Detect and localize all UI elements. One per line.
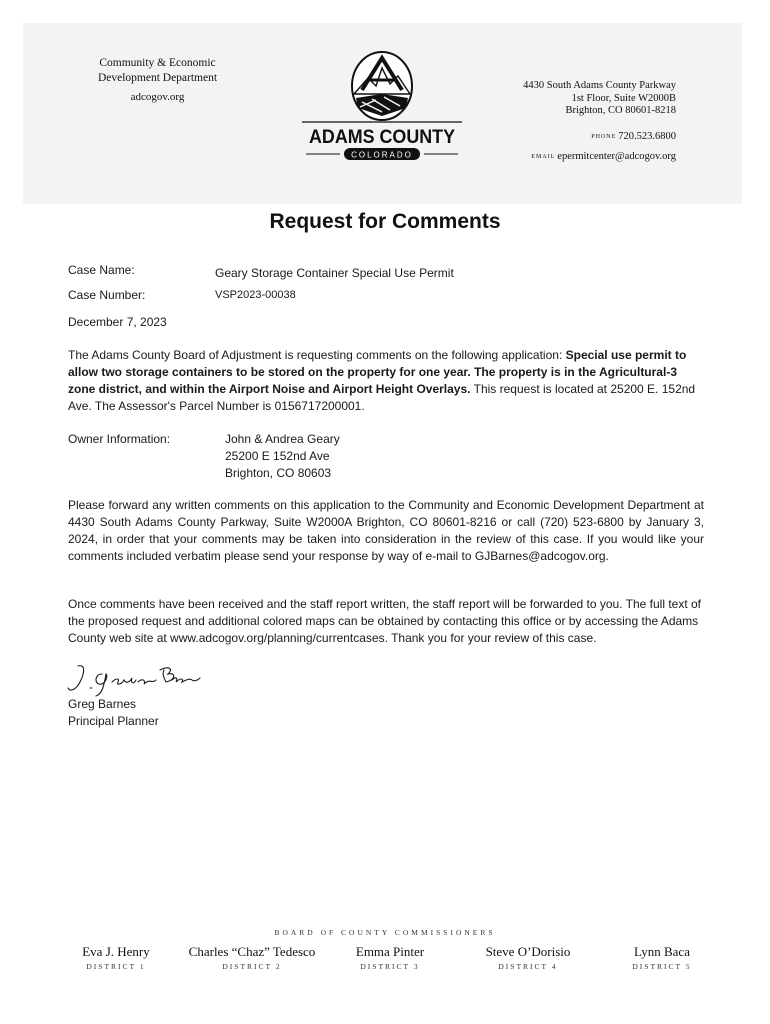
department-block [75,56,240,105]
commissioner-5 [612,944,712,971]
signer-name: Greg Barnes [68,697,137,711]
request-intro: The Adams County Board of Adjustment is requesting comments on the following application: [68,348,566,362]
phone-line [470,131,676,144]
owner-city: Brighton, CO 80603 [225,466,332,480]
case-number-value: VSP2023-00038 [215,289,296,301]
owner-address [225,431,340,482]
phone-number: 720.523.6800 [618,130,676,142]
adams-county-logo [302,50,462,162]
forward-paragraph: Please forward any written comments on this application to the Community and Economic Development Department at 4430 South Adams County Parkway, Suite W2000A Brighton, CO 80601-8216 or call (720) 523-6800 by January 3, 2024, in order that your comments may be taken into consideration in the review of this case. If you would like your comments included verbatim please send your response by way of e-mail to GJBarnes@adcogov.org. [68,498,704,563]
address-line-3: Brighton, CO 80601-8218 [565,105,676,116]
letter-date: December 7, 2023 [68,315,167,329]
logo-state: COLORADO [351,150,413,160]
commissioner-3 [340,944,440,971]
dept-website: adcogov.org [130,91,185,103]
address-line-1: 4430 South Adams County Parkway [523,80,676,91]
commissioner-name: Steve O’Dorisio [485,944,571,959]
owner-street: 25200 E 152nd Ave [225,449,330,463]
handwritten-signature [64,660,204,700]
commissioner-district: DISTRICT 3 [360,962,420,971]
dept-line-1: Community & Economic [99,57,216,69]
case-number-label: Case Number: [68,288,146,302]
commissioner-district: DISTRICT 2 [222,962,282,971]
commissioner-name: Charles “Chaz” Tedesco [188,944,316,959]
commissioner-name: Eva J. Henry [82,944,150,959]
commissioner-district: DISTRICT 4 [498,962,558,971]
address-line-2: 1st Floor, Suite W2000B [571,92,676,104]
email-address: epermitcenter@adcogov.org [557,151,676,162]
commissioner-district: DISTRICT 5 [632,962,692,971]
owner-label: Owner Information: [68,432,171,446]
owner-name: John & Andrea Geary [225,432,340,446]
request-tail: This request is located at 25200 E. 152nd Ave. The Assessor's Parcel Number is 0156717200001. [68,382,696,413]
closing-paragraph: Once comments have been received and the staff report written, the staff report will be forwarded to you. The full text of the proposed request and additional colored maps can be obtained by contacting this office or by accessing the Adams County web site at www.adcogov.org/planning/currentcases. Thank you for your review of this case. [68,597,702,645]
request-paragraph [68,347,704,415]
commissioner-name: Lynn Baca [634,944,690,959]
email-tag: EMAIL [531,154,556,160]
commissioner-name: Emma Pinter [355,944,425,959]
request-bold: Special use permit to allow two storage containers to be stored on the property for one year. The property is in the Agricultural-3 zone district, and within the Airport Noise and Airport Height Overlays. [68,348,687,396]
commissioner-district: DISTRICT 1 [86,962,146,971]
case-name-label: Case Name: [68,263,135,277]
commissioner-4 [468,944,588,971]
commissioner-2 [180,944,324,971]
board-caption: BOARD OF COUNTY COMMISSIONERS [274,928,496,937]
county-seal-icon [302,52,462,122]
email-line [470,151,676,164]
page-title: Request for Comments [269,210,501,233]
case-name-value: Geary Storage Container Special Use Permit [215,266,454,280]
dept-line-2: Development Department [97,72,218,84]
contact-block [470,80,676,164]
logo-wordmark: ADAMS COUNTY [309,127,456,148]
signer-title: Principal Planner [68,714,159,728]
commissioner-1 [66,944,166,971]
phone-tag: PHONE [591,133,617,140]
